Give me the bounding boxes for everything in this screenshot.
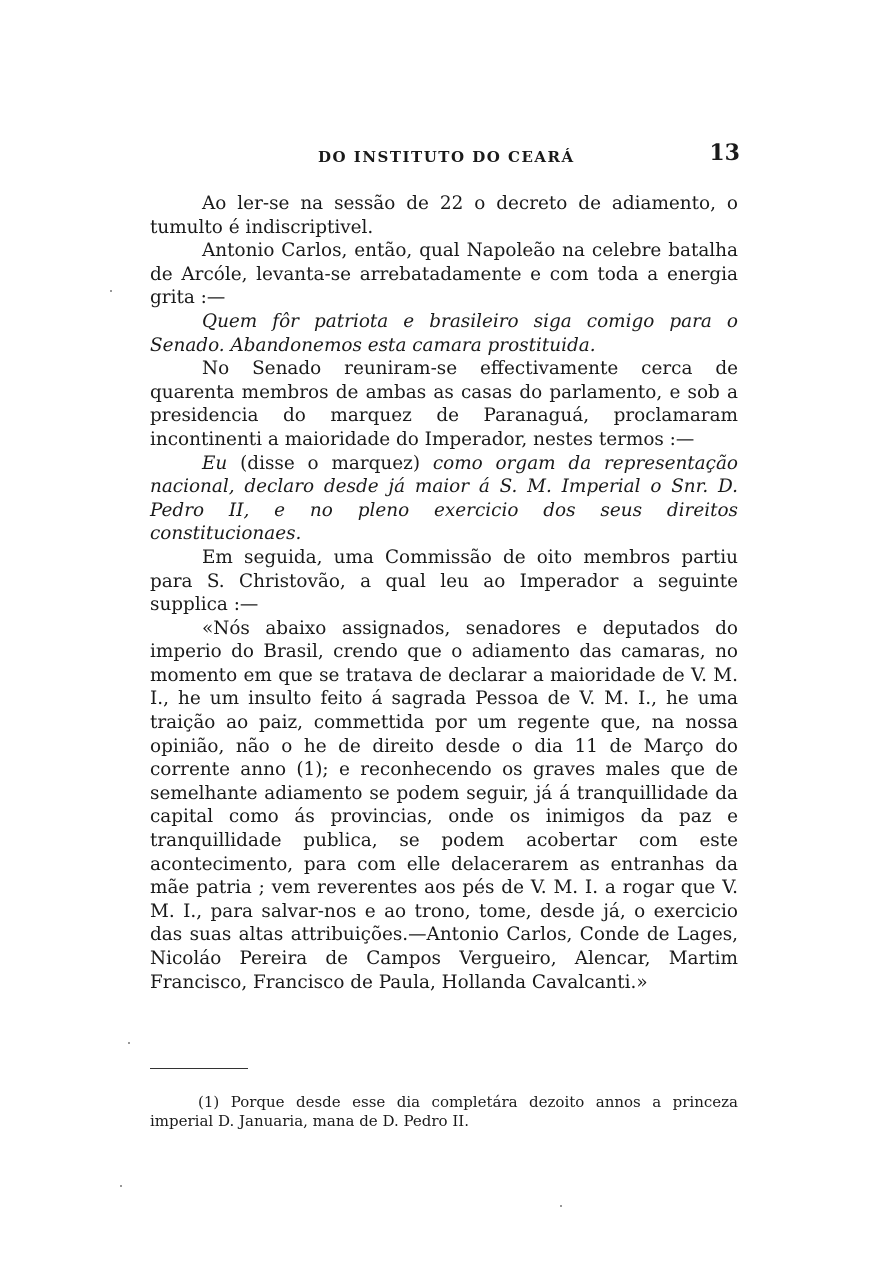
footnote-text: (1) Porque desde esse dia completára dezoito annos a princeza imperial D. Januaria, mana de D. Pedro II.: [150, 1093, 738, 1130]
italic-lead: Eu: [202, 452, 228, 474]
paragraph-supplica: «Nós abaixo assignados, senadores e deputados do imperio do Brasil, crendo que o adiamento das camaras, no momento em que se tratava de declarar a maioridade de V. M. I., he um insulto feito á sagrada Pessoa de V. M. I., he uma traição ao paiz, commettida por um regente que, na nossa opinião, não o he de direito desde o dia 11 de Março do corrente anno (1); e reconhecendo os graves males que de semelhante adiamento se podem seguir, já á tranquillidade da capital como ás provincias, onde os inimigos da paz e tranquillidade publica, se podem acobertar com este acontecimento, para com elle delacerarem as entranhas da mãe patria ; vem reverentes aos pés de V. M. I. a rogar que V. M. I., para salvar-nos e ao trono, tome, desde já, o exercicio das suas altas attribuições.—Antonio Carlos, Conde de Lages, Nicoláo Pereira de Campos Vergueiro, Alencar, Martim Francisco, Francisco de Paula, Hollanda Cavalcanti.»: [150, 617, 738, 993]
italic-quote: Quem fôr patriota e brasileiro siga comigo para o Senado. Abandonemos esta camara prostituida.: [150, 310, 738, 356]
paragraph-antonio-carlos: Antonio Carlos, então, qual Napoleão na celebre batalha de Arcóle, levanta-se arrebatadamente e com toda a energia grita :—: [150, 240, 738, 309]
paper-speck: [110, 290, 112, 292]
paragraph-declaration: [150, 452, 738, 546]
paper-speck: [560, 1205, 562, 1207]
paragraph-senado: No Senado reuniram-se effectivamente cerca de quarenta membros de ambas as casas do parlamento, e sob a presidencia do marquez de Paranaguá, proclamaram incontinenti a maioridade do Imperador, nestes termos :—: [150, 358, 738, 450]
paragraph-quote-senado: [150, 310, 738, 357]
declaration-aside: (disse o marquez): [227, 452, 433, 474]
page-number: 13: [709, 140, 740, 166]
italic-declaration: como orgam da representação nacional, declaro desde já maior á S. M. Imperial o Snr. D. Pedro II, e no pleno exercicio dos seus direitos constitucionaes.: [150, 452, 738, 545]
body-text: [150, 192, 738, 994]
paper-speck: [128, 1042, 130, 1044]
page-header: [150, 140, 740, 170]
running-head: DO INSTITUTO DO CEARÁ: [318, 148, 575, 166]
paragraph-commissao: Em seguida, uma Commissão de oito membros partiu para S. Christovão, a qual leu ao Imperador a seguinte supplica :—: [150, 546, 738, 616]
paragraph-adiamento: Ao ler-se na sessão de 22 o decreto de adiamento, o tumulto é indiscriptivel.: [150, 193, 738, 238]
paper-speck: [120, 1185, 122, 1187]
footnote: [150, 1093, 738, 1131]
footnote-rule: [150, 1068, 248, 1069]
